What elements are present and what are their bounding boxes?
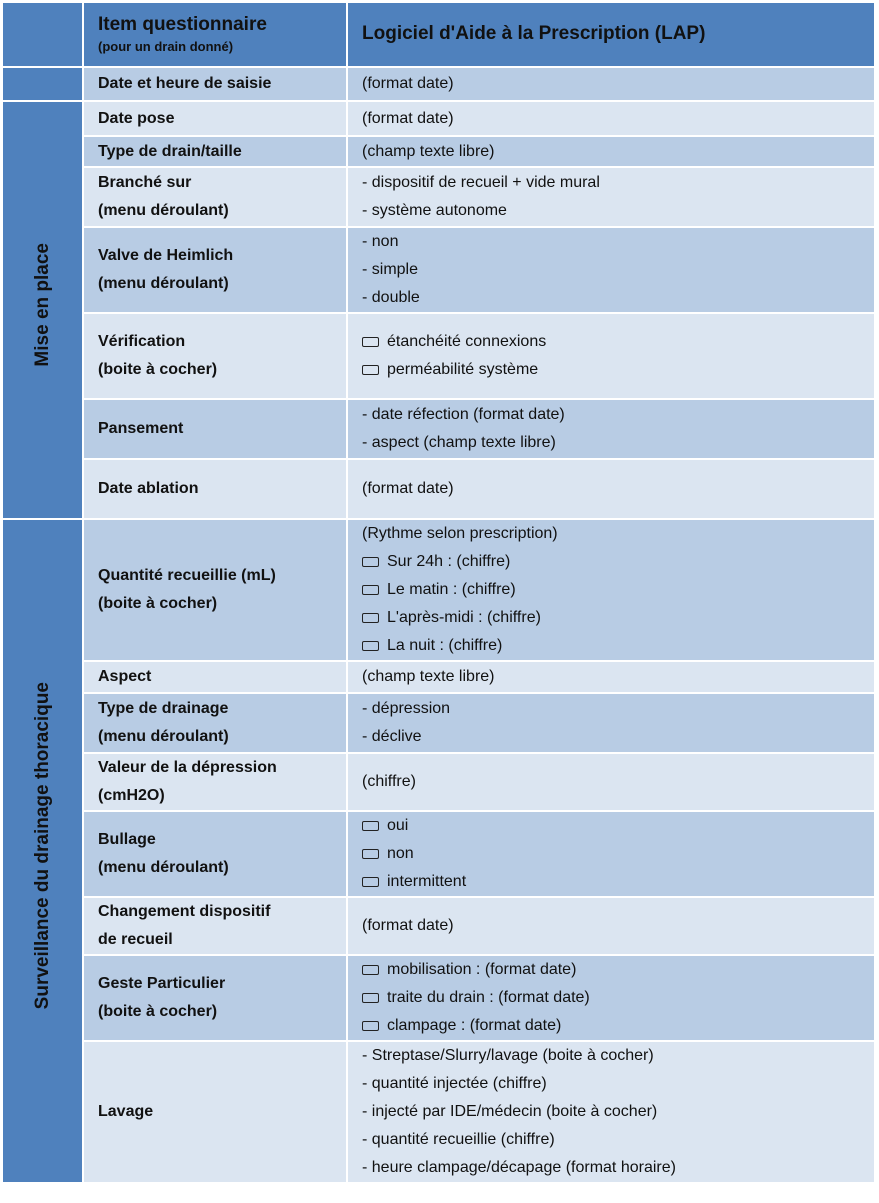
checkbox-icon[interactable] (362, 849, 379, 859)
table-row (3, 459, 875, 519)
table-row (3, 101, 875, 136)
item-label-line: (menu déroulant) (98, 275, 229, 292)
lap-value-cell (347, 955, 875, 1041)
value-text: clampage : (format date) (387, 1017, 562, 1034)
checkbox-icon[interactable] (362, 557, 379, 567)
value-line (362, 70, 874, 98)
item-label-cell (83, 753, 347, 811)
table-row (3, 1041, 875, 1183)
header-item-title: Item questionnaire (98, 13, 267, 35)
item-label-cell (83, 897, 347, 955)
lap-value-cell (347, 1041, 875, 1183)
checkbox-option[interactable] (362, 328, 874, 356)
checkbox-option[interactable] (362, 984, 874, 1012)
value-text: - dépression (362, 700, 451, 717)
checkbox-option[interactable] (362, 632, 874, 660)
item-label-line: Geste Particulier (98, 975, 226, 992)
value-text: La nuit : (chiffre) (387, 637, 503, 654)
checkbox-option[interactable] (362, 868, 874, 896)
value-text: non (387, 845, 414, 862)
value-text: - quantité recueillie (chiffre) (362, 1131, 555, 1148)
value-line (362, 768, 874, 796)
header-item-cell (83, 3, 347, 67)
item-label-cell (83, 459, 347, 519)
value-line (362, 169, 874, 197)
checkbox-icon[interactable] (362, 585, 379, 595)
lap-value-cell (347, 897, 875, 955)
item-label-line: Changement dispositif (98, 903, 271, 920)
value-text: perméabilité système (387, 361, 539, 378)
value-text: intermittent (387, 873, 467, 890)
table-body (3, 67, 875, 1183)
lap-value-cell (347, 136, 875, 167)
item-label-cell (83, 101, 347, 136)
value-text: (format date) (362, 480, 454, 497)
checkbox-icon[interactable] (362, 337, 379, 347)
item-label-cell (83, 811, 347, 897)
table-row (3, 661, 875, 693)
table-row (3, 167, 875, 227)
value-line (362, 695, 874, 723)
value-text: - dispositif de recueil + vide mural (362, 174, 600, 191)
value-line (362, 475, 874, 503)
item-label-line: de recueil (98, 931, 173, 948)
value-text: - système autonome (362, 202, 507, 219)
table-row (3, 897, 875, 955)
value-text: oui (387, 817, 409, 834)
value-line (362, 197, 874, 225)
item-label-line: Lavage (98, 1103, 154, 1120)
item-label-line: (boite à cocher) (98, 595, 218, 612)
lap-value-cell (347, 753, 875, 811)
checkbox-option[interactable] (362, 604, 874, 632)
item-label-line: Date ablation (98, 480, 199, 497)
item-label-line: Branché sur (98, 174, 192, 191)
item-label-cell (83, 167, 347, 227)
checkbox-option[interactable] (362, 356, 874, 384)
value-line (362, 1042, 874, 1070)
value-line (362, 256, 874, 284)
section-label-mise-en-place-cell (3, 101, 83, 519)
item-label-cell (83, 693, 347, 753)
value-text: - non (362, 233, 399, 250)
item-label-line: Quantité recueillie (mL) (98, 567, 276, 584)
value-text: (champ texte libre) (362, 668, 495, 685)
value-line (362, 1154, 874, 1182)
value-text: L'après-midi : (chiffre) (387, 609, 541, 626)
value-line (362, 138, 874, 166)
value-line (362, 1126, 874, 1154)
checkbox-option[interactable] (362, 1012, 874, 1040)
lap-value-cell (347, 459, 875, 519)
checkbox-icon[interactable] (362, 1021, 379, 1031)
checkbox-option[interactable] (362, 840, 874, 868)
value-text: - heure clampage/décapage (format horaire) (362, 1159, 676, 1176)
table-row (3, 227, 875, 313)
checkbox-icon[interactable] (362, 365, 379, 375)
value-text: (Rythme selon prescription) (362, 525, 558, 542)
item-label-line: (menu déroulant) (98, 202, 229, 219)
lap-value-cell (347, 167, 875, 227)
value-line (362, 663, 874, 691)
item-label-line: Bullage (98, 831, 156, 848)
table-row (3, 753, 875, 811)
checkbox-icon[interactable] (362, 877, 379, 887)
item-label-line: Valeur de la dépression (98, 759, 277, 776)
checkbox-option[interactable] (362, 956, 874, 984)
item-label-cell (83, 136, 347, 167)
value-text: étanchéité connexions (387, 333, 547, 350)
value-text: (format date) (362, 917, 454, 934)
value-text: - date réfection (format date) (362, 406, 565, 423)
item-label-line: (menu déroulant) (98, 728, 229, 745)
checkbox-icon[interactable] (362, 641, 379, 651)
value-line (362, 1070, 874, 1098)
section-blank-cell (3, 67, 83, 101)
item-label-line: Vérification (98, 333, 186, 350)
item-label-line: Aspect (98, 668, 152, 685)
value-text: - Streptase/Slurry/lavage (boite à cocher) (362, 1047, 654, 1064)
value-text: (format date) (362, 109, 454, 127)
value-text: mobilisation : (format date) (387, 961, 577, 978)
section-label-surveillance: Surveillance du drainage thoracique (31, 682, 53, 1010)
value-line (362, 1098, 874, 1126)
header-lap-title: Logiciel d'Aide à la Prescription (LAP) (362, 23, 706, 44)
lap-value-cell (347, 519, 875, 661)
table-row (3, 955, 875, 1041)
item-label-cell (83, 661, 347, 693)
value-text: Sur 24h : (chiffre) (387, 553, 511, 570)
section-label-mise-en-place: Mise en place (31, 243, 53, 367)
table-row (3, 693, 875, 753)
value-line (362, 723, 874, 751)
value-line (362, 105, 874, 133)
lap-value-cell (347, 227, 875, 313)
item-label-line: (boite à cocher) (98, 361, 218, 378)
item-label-cell (83, 67, 347, 101)
item-label-cell (83, 1041, 347, 1183)
lap-value-cell (347, 399, 875, 459)
checkbox-icon[interactable] (362, 821, 379, 831)
item-label-line: (menu déroulant) (98, 859, 229, 876)
lap-value-cell (347, 67, 875, 101)
checkbox-icon[interactable] (362, 993, 379, 1003)
value-text: - quantité injectée (chiffre) (362, 1075, 547, 1092)
table-row (3, 519, 875, 661)
lap-value-cell (347, 101, 875, 136)
item-label-cell (83, 313, 347, 399)
section-label-surveillance-cell (3, 519, 83, 1183)
value-text: - déclive (362, 728, 422, 745)
item-label-line: Type de drain/taille (98, 142, 242, 160)
table-row (3, 811, 875, 897)
item-label-line: Date et heure de saisie (98, 75, 272, 92)
value-text: (champ texte libre) (362, 142, 495, 160)
lap-value-cell (347, 693, 875, 753)
checkbox-option[interactable] (362, 812, 874, 840)
lap-value-cell (347, 811, 875, 897)
item-label-cell (83, 399, 347, 459)
table-row (3, 399, 875, 459)
value-text: - aspect (champ texte libre) (362, 434, 556, 451)
lap-value-cell (347, 661, 875, 693)
item-label-line: (boite à cocher) (98, 1003, 218, 1020)
value-text: - double (362, 289, 420, 306)
value-text: traite du drain : (format date) (387, 989, 590, 1006)
item-label-line: Type de drainage (98, 700, 229, 717)
checkbox-icon[interactable] (362, 965, 379, 975)
value-text: Le matin : (chiffre) (387, 581, 516, 598)
item-label-cell (83, 227, 347, 313)
item-label-line: (cmH2O) (98, 787, 165, 804)
value-text: - simple (362, 261, 419, 278)
value-line (362, 401, 874, 429)
header-lap-cell (347, 3, 875, 67)
item-label-line: Pansement (98, 420, 184, 437)
header-blank-cell (3, 3, 83, 67)
item-label-line: Date pose (98, 109, 175, 127)
lap-value-cell (347, 313, 875, 399)
value-line (362, 912, 874, 940)
item-label-cell (83, 519, 347, 661)
item-label-cell (83, 955, 347, 1041)
item-label-line: Valve de Heimlich (98, 247, 234, 264)
checkbox-option[interactable] (362, 548, 874, 576)
table-row (3, 136, 875, 167)
value-line (362, 520, 874, 548)
questionnaire-table (3, 3, 876, 1184)
table-row (3, 67, 875, 101)
checkbox-icon[interactable] (362, 613, 379, 623)
value-line (362, 284, 874, 312)
value-text: - injecté par IDE/médecin (boite à cocher) (362, 1103, 658, 1120)
table-row (3, 313, 875, 399)
value-text: (format date) (362, 75, 454, 92)
value-line (362, 228, 874, 256)
header-item-subtitle: (pour un drain donné) (98, 38, 234, 54)
checkbox-option[interactable] (362, 576, 874, 604)
value-line (362, 429, 874, 457)
value-text: (chiffre) (362, 773, 416, 790)
